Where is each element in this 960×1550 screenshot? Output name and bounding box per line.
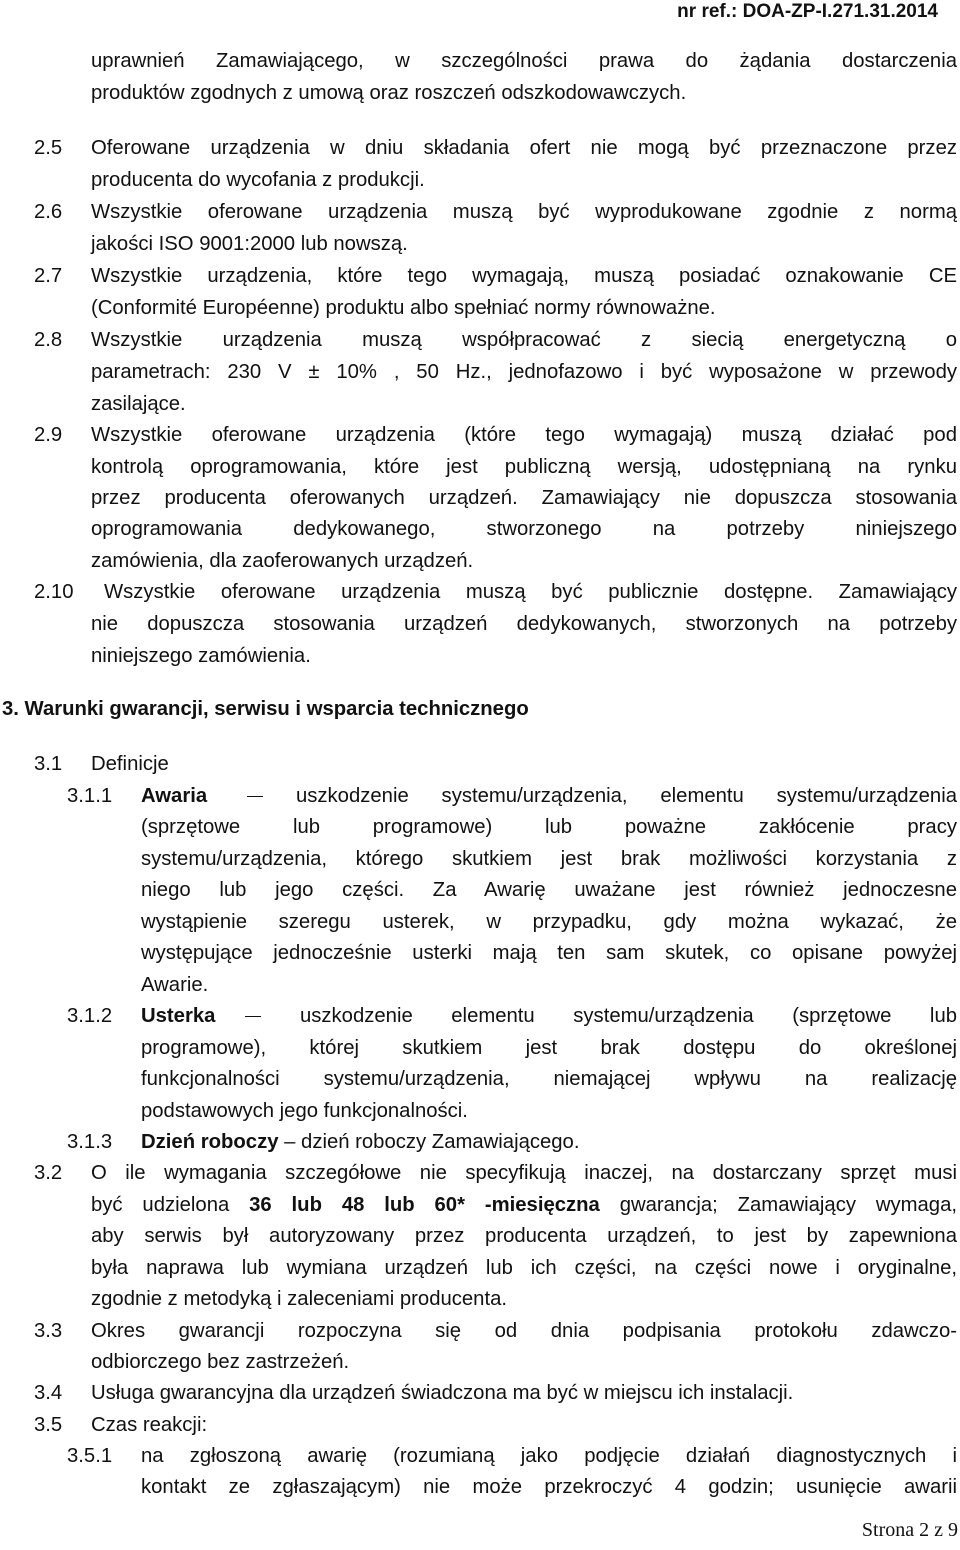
text-line: O ile wymagania szczegółowe nie specyfikują inaczej, na dostarczany sprzęt musi: [91, 1162, 957, 1184]
section-number: 3.1.2: [67, 1005, 113, 1027]
text-line: Oferowane urządzenia w dniu składania ofert nie mogą być przeznaczone przez: [91, 137, 957, 159]
section-heading: 3. Warunki gwarancji, serwisu i wsparcia technicznego: [2, 698, 529, 720]
text-line: uprawnień Zamawiającego, w szczególności prawa do żądania dostarczenia: [91, 50, 957, 72]
section-number: 3.5.1: [67, 1445, 113, 1467]
text-line: wystąpienie szeregu usterek, w przypadku, gdy można wykazać, że: [141, 911, 957, 933]
section-number: 2.7: [34, 265, 63, 287]
warranty-period: 36 lub 48 lub 60* -miesięczna: [249, 1194, 600, 1216]
text-line: Usługa gwarancyjna dla urządzeń świadczona ma być w miejscu ich instalacji.: [91, 1382, 794, 1404]
text-line: jakości ISO 9001:2000 lub nowszą.: [91, 233, 408, 255]
text-line: odbiorczego bez zastrzeżeń.: [91, 1351, 350, 1373]
text-line: parametrach: 230 V ± 10% , 50 Hz., jednofazowo i być wyposażone w przewody: [91, 361, 957, 383]
text-line: funkcjonalności systemu/urządzenia, niemającej wpływu na realizację: [141, 1068, 957, 1090]
text-span: być udzielona: [91, 1194, 250, 1216]
text-line: była naprawa lub wymiana urządzeń lub ich części, na części nowe i oryginalne,: [91, 1257, 957, 1279]
term-usterka: Usterka: [141, 1005, 216, 1027]
text-line: systemu/urządzenia, którego skutkiem jest brak możliwości korzystania z: [141, 848, 957, 870]
text-line: Awarie.: [141, 974, 209, 996]
page-number: Strona 2 z 9: [861, 1519, 958, 1541]
section-number: 3.1.1: [67, 785, 113, 807]
section-title: Definicje: [91, 753, 169, 775]
text-line: Wszystkie oferowane urządzenia (które tego wymagają) muszą działać pod: [91, 424, 957, 446]
text-line: przez producenta oferowanych urządzeń. Zamawiający nie dopuszcza stosowania: [91, 487, 957, 509]
text-line: programowe), której skutkiem jest brak dostępu do określonej: [141, 1037, 957, 1059]
text-line: [141, 1004, 957, 1028]
text-line: kontakt ze zgłaszającym) nie może przekroczyć 4 godzin; usunięcie awarii: [141, 1476, 957, 1498]
text-line: (sprzętowe lub programowe) lub poważne zakłócenie pracy: [141, 816, 957, 838]
text-line: zamówienia, dla zaoferowanych urządzeń.: [91, 550, 474, 572]
text-line: kontrolą oprogramowania, które jest publiczną wersją, udostępnianą na rynku: [91, 456, 957, 478]
section-number: 3.3: [34, 1320, 63, 1342]
text-line: oprogramowania dedykowanego, stworzonego na potrzeby niniejszego: [91, 518, 957, 540]
text-line: Wszystkie oferowane urządzenia muszą być wyprodukowane zgodnie z normą: [91, 201, 957, 223]
text-line: aby serwis był autoryzowany przez producenta urządzeń, to jest by zapewniona: [91, 1225, 957, 1247]
definition-text: uszkodzenie elementu systemu/urządzenia (sprzętowe lub: [261, 1005, 957, 1027]
text-line: Czas reakcji:: [91, 1414, 208, 1436]
text-line: Wszystkie urządzenia muszą współpracować z siecią energetyczną o: [91, 329, 957, 351]
text-line: Wszystkie urządzenia, które tego wymagają, muszą posiadać oznakowanie CE: [91, 265, 957, 287]
section-number: 3.4: [34, 1382, 63, 1404]
section-number: 2.5: [34, 137, 63, 159]
section-number: 2.10: [34, 581, 74, 603]
text-line: nie dopuszcza stosowania urządzeń dedykowanych, stworzonych na potrzeby: [91, 613, 957, 635]
document-reference: nr ref.: DOA-ZP-I.271.31.2014: [677, 1, 938, 22]
text-line: podstawowych jego funkcjonalności.: [141, 1100, 468, 1122]
section-number: 2.8: [34, 329, 63, 351]
text-line: produktów zgodnych z umową oraz roszczeń odszkodowawczych.: [91, 82, 687, 104]
text-line: zgodnie z metodyką i zaleceniami producenta.: [91, 1288, 508, 1310]
text-line: niniejszego zamówienia.: [91, 645, 311, 667]
section-number: 3.5: [34, 1414, 63, 1436]
definition-text: – dzień roboczy Zamawiającego.: [278, 1131, 580, 1153]
text-line: [91, 1193, 957, 1217]
section-number: 2.6: [34, 201, 63, 223]
text-line: producenta do wycofania z produkcji.: [91, 169, 425, 191]
text-line: [141, 1130, 579, 1154]
text-line: (Conformité Européenne) produktu albo spełniać normy równoważne.: [91, 297, 716, 319]
section-number: 3.1.3: [67, 1131, 113, 1153]
text-line: Okres gwarancji rozpoczyna się od dnia podpisania protokołu zdawczo-: [91, 1320, 957, 1342]
text-line: występujące jednocześnie usterki mają ten sam skutek, co opisane powyżej: [141, 942, 957, 964]
term-awaria: Awaria: [141, 785, 208, 807]
text-line: niego lub jego części. Za Awarię uważane jest również jednoczesne: [141, 879, 957, 901]
text-line: Wszystkie oferowane urządzenia muszą być publicznie dostępne. Zamawiający: [104, 581, 957, 603]
term-dzien-roboczy: Dzień roboczy: [141, 1131, 279, 1153]
text-span: gwarancja; Zamawiający wymaga,: [599, 1194, 957, 1216]
text-line: [141, 784, 957, 808]
text-line: zasilające.: [91, 393, 186, 415]
section-number: 3.1: [34, 753, 63, 775]
section-number: 2.9: [34, 424, 63, 446]
text-line: na zgłoszoną awarię (rozumianą jako podjęcie działań diagnostycznych i: [141, 1445, 957, 1467]
definition-text: uszkodzenie systemu/urządzenia, elementu systemu/urządzenia: [263, 785, 957, 807]
section-number: 3.2: [34, 1162, 63, 1184]
